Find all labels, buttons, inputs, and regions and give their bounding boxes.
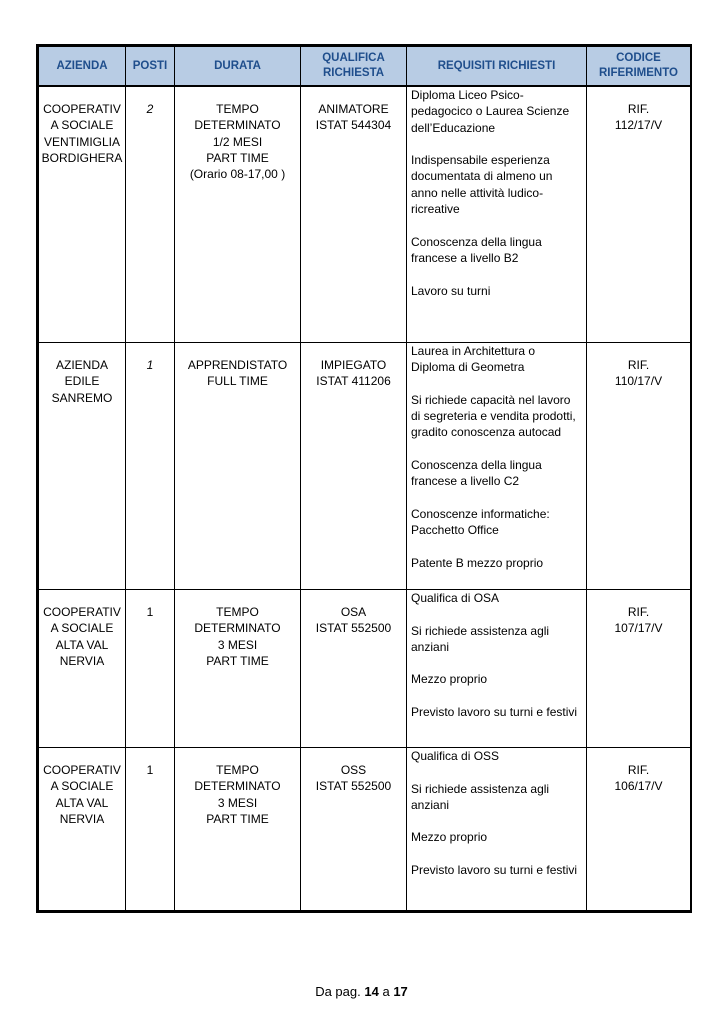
cell-durata bbox=[175, 590, 301, 748]
cell-durata bbox=[175, 748, 301, 911]
qualifica-line: ISTAT 544304 bbox=[315, 118, 392, 133]
cell-codice bbox=[587, 748, 691, 911]
posti-value: 1 bbox=[146, 358, 154, 372]
azienda-line: ALTA VAL bbox=[55, 637, 109, 652]
durata-line: DETERMINATO bbox=[194, 621, 281, 636]
azienda-line: COOPERATIV bbox=[43, 102, 121, 116]
cell-posti bbox=[126, 748, 175, 911]
qualifica-line: ISTAT 552500 bbox=[315, 621, 392, 636]
durata-line: TEMPO bbox=[216, 102, 259, 116]
codice-line: RIF. bbox=[627, 605, 650, 619]
header-requisiti: REQUISITI RICHIESTI bbox=[407, 47, 587, 87]
azienda-line: EDILE bbox=[64, 374, 100, 389]
cell-codice bbox=[587, 343, 691, 590]
page-footer bbox=[0, 984, 723, 999]
header-codice-line2: RIFERIMENTO bbox=[598, 67, 678, 79]
cell-requisiti bbox=[407, 86, 587, 343]
azienda-line: COOPERATIV bbox=[43, 763, 121, 777]
requisito-item: Si richiede assistenza agli anziani bbox=[411, 781, 550, 812]
qualifica-line: IMPIEGATO bbox=[320, 358, 387, 372]
qualifica-line: ISTAT 552500 bbox=[315, 779, 392, 794]
durata-line: 3 MESI bbox=[217, 637, 258, 652]
cell-posti bbox=[126, 343, 175, 590]
requisito-item: Qualifica di OSS bbox=[411, 749, 500, 763]
azienda-line: COOPERATIV bbox=[43, 605, 121, 619]
header-codice-line1: CODICE bbox=[616, 52, 661, 64]
posti-value: 1 bbox=[146, 763, 154, 777]
durata-line: DETERMINATO bbox=[194, 118, 281, 133]
durata-line: 1/2 MESI bbox=[212, 134, 263, 149]
cell-requisiti bbox=[407, 590, 587, 748]
header-qualifica-line2: RICHIESTA bbox=[322, 67, 385, 79]
requisito-item: Laurea in Architettura o Diploma di Geometra bbox=[411, 344, 536, 375]
codice-line: RIF. bbox=[627, 102, 650, 116]
cell-codice bbox=[587, 590, 691, 748]
requisito-item: Conoscenza della lingua francese a livello B2 bbox=[411, 234, 542, 265]
durata-line: PART TIME bbox=[206, 811, 269, 826]
durata-line: APPRENDISTATO bbox=[187, 358, 288, 372]
requisito-item: Si richiede assistenza agli anziani bbox=[411, 623, 550, 654]
job-offers-table-container bbox=[36, 44, 692, 913]
cell-qualifica bbox=[301, 86, 407, 343]
requisito-item: Qualifica di OSA bbox=[411, 591, 500, 605]
table-row bbox=[39, 590, 691, 748]
posti-value: 2 bbox=[146, 102, 154, 116]
cell-azienda bbox=[39, 748, 126, 911]
qualifica-line: OSS bbox=[340, 763, 367, 777]
azienda-line: NERVIA bbox=[59, 653, 105, 668]
job-offers-table bbox=[38, 46, 691, 911]
azienda-line: SANREMO bbox=[51, 390, 113, 405]
codice-line: 112/17/V bbox=[614, 118, 663, 133]
qualifica-line: OSA bbox=[340, 605, 367, 619]
requisito-item: Mezzo proprio bbox=[411, 830, 488, 845]
azienda-line: A SOCIALE bbox=[50, 621, 114, 636]
durata-line: DETERMINATO bbox=[194, 779, 281, 794]
header-codice bbox=[587, 47, 691, 87]
cell-durata bbox=[175, 343, 301, 590]
header-durata: DURATA bbox=[175, 47, 301, 87]
codice-line: 110/17/V bbox=[614, 374, 663, 389]
cell-azienda bbox=[39, 590, 126, 748]
cell-qualifica bbox=[301, 590, 407, 748]
footer-page-to: 17 bbox=[393, 984, 408, 999]
durata-line: 3 MESI bbox=[217, 795, 258, 810]
table-row bbox=[39, 343, 691, 590]
footer-separator: a bbox=[382, 984, 390, 999]
requisito-item: Patente B mezzo proprio bbox=[411, 555, 544, 570]
durata-line: (Orario 08-17,00 ) bbox=[189, 167, 286, 182]
requisito-item: Lavoro su turni bbox=[411, 283, 491, 298]
cell-qualifica bbox=[301, 748, 407, 911]
header-posti: POSTI bbox=[126, 47, 175, 87]
header-qualifica bbox=[301, 47, 407, 87]
posti-value: 1 bbox=[146, 605, 154, 619]
table-header-row bbox=[39, 47, 691, 87]
requisito-item: Previsto lavoro su turni e festivi bbox=[411, 705, 578, 720]
azienda-line: AZIENDA bbox=[55, 358, 108, 372]
table-row bbox=[39, 748, 691, 911]
requisito-item: Previsto lavoro su turni e festivi bbox=[411, 863, 578, 878]
requisito-item: Conoscenze informatiche: Pacchetto Office bbox=[411, 506, 550, 538]
azienda-line: A SOCIALE bbox=[50, 118, 114, 133]
durata-line: TEMPO bbox=[216, 763, 259, 777]
azienda-line: NERVIA bbox=[59, 811, 105, 826]
footer-prefix: Da pag. bbox=[315, 984, 361, 999]
requisito-item: Diploma Liceo Psico-pedagocico o Laurea Scienze dell’Educazione bbox=[411, 88, 570, 135]
azienda-line: BORDIGHERA bbox=[41, 150, 123, 165]
requisito-item: Si richiede capacità nel lavoro di segreteria e vendita prodotti, gradito conoscenza autocad bbox=[411, 392, 576, 440]
codice-line: 106/17/V bbox=[614, 779, 663, 794]
cell-azienda bbox=[39, 86, 126, 343]
qualifica-line: ISTAT 411206 bbox=[316, 374, 391, 389]
codice-line: 107/17/V bbox=[614, 621, 663, 636]
cell-requisiti bbox=[407, 748, 587, 911]
cell-codice bbox=[587, 86, 691, 343]
cell-requisiti bbox=[407, 343, 587, 590]
codice-line: RIF. bbox=[627, 358, 650, 372]
azienda-line: A SOCIALE bbox=[50, 779, 114, 794]
durata-line: FULL TIME bbox=[207, 374, 268, 389]
durata-line: TEMPO bbox=[216, 605, 259, 619]
table-row bbox=[39, 86, 691, 343]
requisito-item: Indispensabile esperienza documentata di almeno un anno nelle attività ludico-ricreative bbox=[411, 153, 553, 217]
durata-line: PART TIME bbox=[206, 150, 269, 165]
header-qualifica-line1: QUALIFICA bbox=[322, 52, 385, 64]
requisito-item: Mezzo proprio bbox=[411, 672, 488, 687]
durata-line: PART TIME bbox=[206, 653, 269, 668]
codice-line: RIF. bbox=[627, 763, 650, 777]
requisito-item: Conoscenza della lingua francese a livello C2 bbox=[411, 458, 542, 489]
cell-durata bbox=[175, 86, 301, 343]
cell-posti bbox=[126, 86, 175, 343]
azienda-line: ALTA VAL bbox=[55, 795, 109, 810]
azienda-line: VENTIMIGLIA bbox=[43, 134, 120, 149]
header-azienda: AZIENDA bbox=[39, 47, 126, 87]
footer-page-from: 14 bbox=[364, 984, 379, 999]
cell-posti bbox=[126, 590, 175, 748]
cell-azienda bbox=[39, 343, 126, 590]
qualifica-line: ANIMATORE bbox=[318, 102, 389, 116]
cell-qualifica bbox=[301, 343, 407, 590]
